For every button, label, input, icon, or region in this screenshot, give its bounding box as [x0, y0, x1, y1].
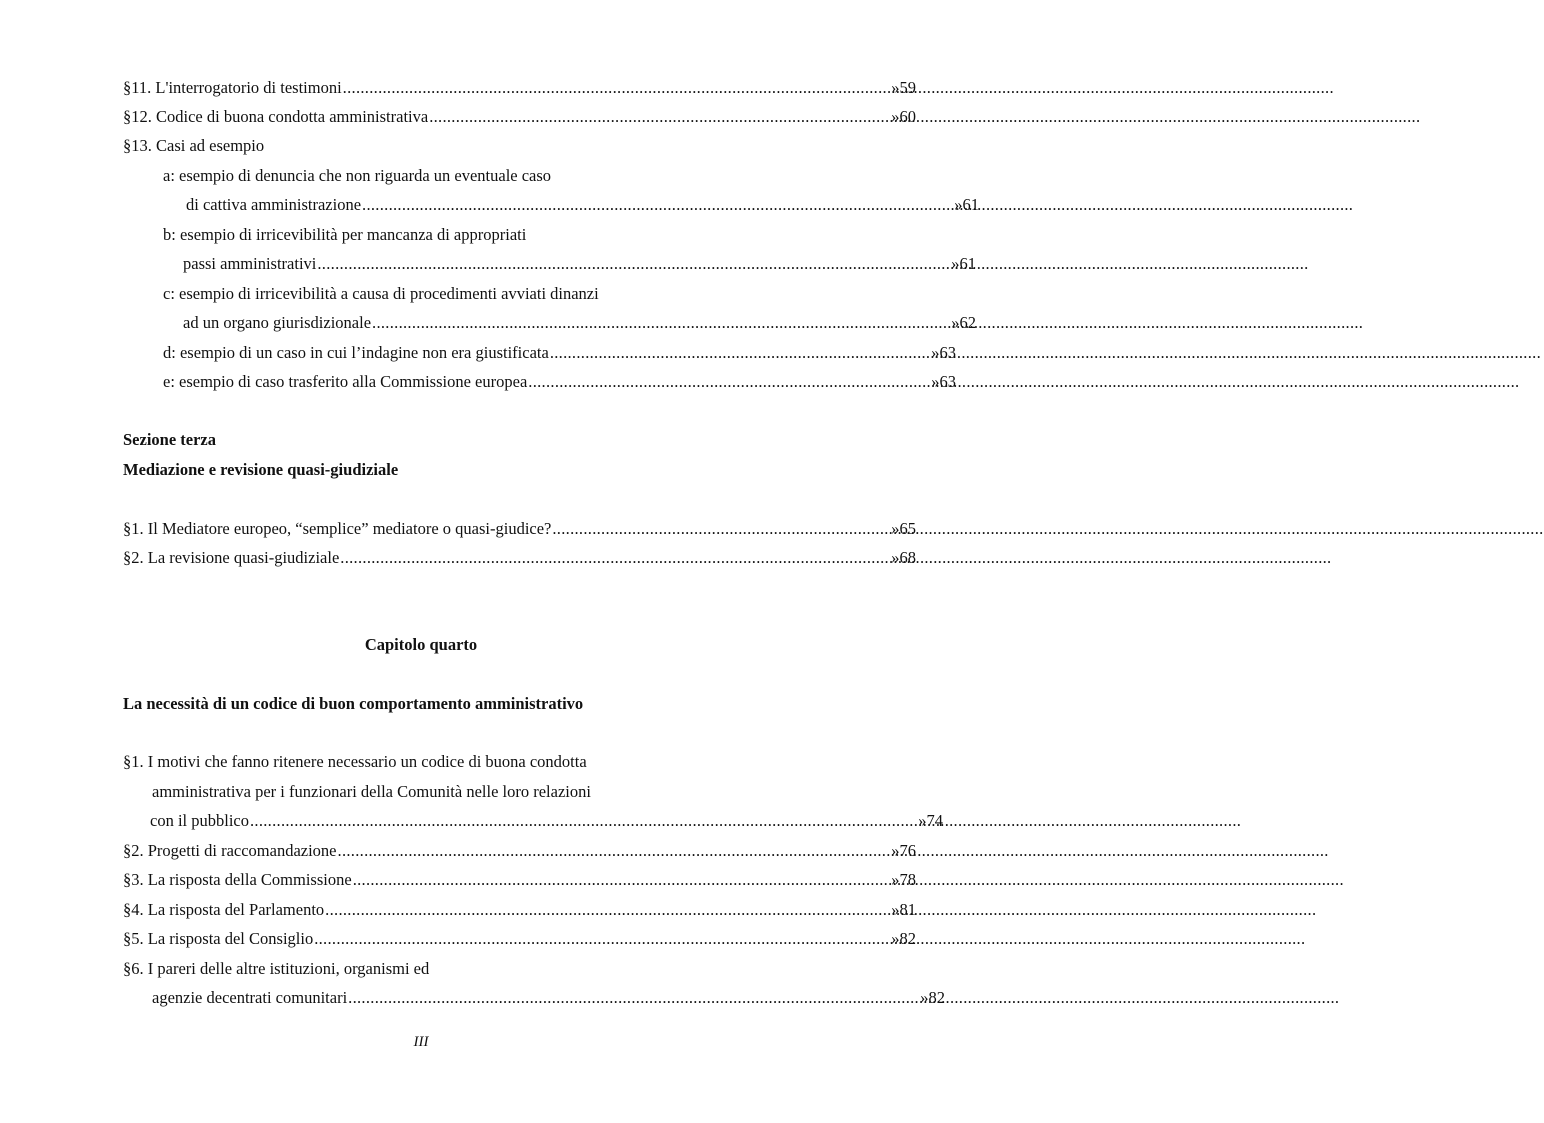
page-ref: »62: [951, 313, 976, 332]
leader-dots: [429, 102, 890, 132]
toc-entry[interactable]: §11. L'interrogatorio di testimoni ..... »59: [123, 73, 916, 103]
leader-dots: [338, 836, 891, 866]
toc-entry[interactable]: §1. Il Mediatore europeo, “semplice” mediatore o quasi-giudice? ..... »65: [123, 514, 916, 544]
toc-subentry: c: esempio di irricevibilità a causa di procedimenti avviati dinanzi: [163, 284, 599, 303]
page-number: III: [413, 1034, 429, 1050]
leader-dots: [362, 190, 953, 220]
leader-dots: [528, 367, 930, 397]
toc-entry[interactable]: §5. La risposta del Consiglio ..... »82: [123, 924, 916, 954]
toc-entry-continuation: amministrativa per i funzionari della Comunità nelle loro relazioni: [152, 782, 591, 801]
toc-entry[interactable]: ad un organo giurisdizionale ..... »62: [183, 308, 976, 338]
leader-dots: [348, 983, 919, 1013]
leader-dots: [343, 73, 891, 103]
page-ref: »61: [951, 254, 976, 273]
page-ref: »81: [891, 900, 916, 919]
page-ref: »78: [891, 870, 916, 889]
toc-entry[interactable]: §2. Progetti di raccomandazione ..... »76: [123, 836, 916, 866]
leader-dots: [552, 514, 890, 544]
toc-entry[interactable]: §6. I pareri delle altre istituzioni, organismi ed: [123, 959, 430, 978]
leader-dots: [372, 308, 950, 338]
page-ref: »63: [931, 343, 956, 362]
toc-entry[interactable]: §4. La risposta del Parlamento ..... »81: [123, 895, 916, 925]
page-ref: »76: [891, 841, 916, 860]
toc-entry[interactable]: §3. La risposta della Commissione ..... »78: [123, 865, 916, 895]
leader-dots: [550, 338, 930, 368]
chapter-title: La necessità di un codice di buon comportamento amministrativo: [123, 694, 584, 713]
page-ref: »63: [931, 372, 956, 391]
page-ref: »68: [891, 548, 916, 567]
chapter-heading: Capitolo quarto: [364, 635, 478, 654]
page-ref: »65: [891, 519, 916, 538]
toc-subentry: a: esempio di denuncia che non riguarda un eventuale caso: [163, 166, 552, 185]
toc-entry[interactable]: §12. Codice di buona condotta amministrativa ..... »60: [123, 102, 916, 132]
section-title: Mediazione e revisione quasi-giudiziale: [123, 460, 399, 479]
page-ref: »82: [891, 929, 916, 948]
page-ref: »59: [891, 78, 916, 97]
leader-dots: [353, 865, 891, 895]
leader-dots: [340, 543, 890, 573]
toc-entry[interactable]: agenzie decentrati comunitari ..... »82: [152, 983, 945, 1013]
toc-subentry: b: esempio di irricevibilità per mancanza di appropriati: [163, 225, 527, 244]
toc-entry[interactable]: §2. La revisione quasi-giudiziale ..... »68: [123, 543, 916, 573]
toc-entry[interactable]: §1. I motivi che fanno ritenere necessario un codice di buona condotta: [123, 752, 587, 771]
toc-entry[interactable]: d: esempio di un caso in cui l’indagine non era giustificata ..... »63: [163, 338, 956, 368]
toc-entry[interactable]: §13. Casi ad esempio: [123, 136, 265, 155]
page-ref: »74: [918, 811, 943, 830]
toc-entry[interactable]: di cattiva amministrazione ..... »61: [186, 190, 979, 220]
section-heading: Sezione terza: [123, 430, 216, 449]
toc-entry[interactable]: con il pubblico ..... »74: [150, 806, 943, 836]
leader-dots: [325, 895, 890, 925]
page-ref: »82: [920, 988, 945, 1007]
page-ref: »60: [891, 107, 916, 126]
leader-dots: [314, 924, 890, 954]
leader-dots: [317, 249, 950, 279]
toc-entry[interactable]: passi amministrativi ..... »61: [183, 249, 976, 279]
leader-dots: [250, 806, 917, 836]
toc-entry[interactable]: e: esempio di caso trasferito alla Commissione europea ..... »63: [163, 367, 956, 397]
page-ref: »61: [954, 195, 979, 214]
